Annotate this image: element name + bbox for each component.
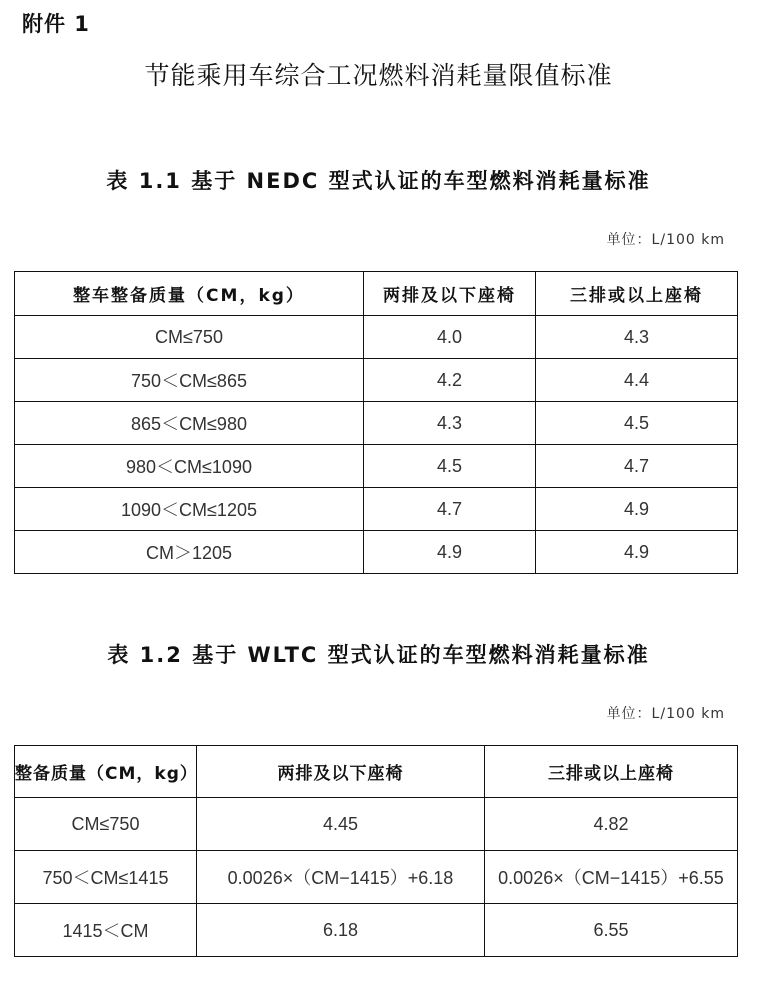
- cell-mass: 1415＜CM: [15, 904, 197, 957]
- table-row: [15, 488, 738, 531]
- cell-three-rows: 4.82: [485, 798, 738, 851]
- table-row: [15, 359, 738, 402]
- table-row: [15, 851, 738, 904]
- table-row: [15, 798, 738, 851]
- cell-three-rows: 4.4: [536, 359, 738, 402]
- header-three-rows: 三排或以上座椅: [485, 746, 738, 798]
- table-row: [15, 316, 738, 359]
- header-two-rows: 两排及以下座椅: [364, 272, 536, 316]
- header-two-rows: 两排及以下座椅: [197, 746, 485, 798]
- wltc-standard-table: [14, 745, 738, 957]
- table-row: [15, 445, 738, 488]
- table1-unit: 单位：L/100 km: [606, 232, 725, 248]
- table-header-row: [15, 746, 738, 798]
- cell-mass: CM＞1205: [15, 531, 364, 574]
- table-row: [15, 904, 738, 957]
- cell-three-rows: 0.0026×（CM−1415）+6.55: [485, 851, 738, 904]
- cell-mass: 1090＜CM≤1205: [15, 488, 364, 531]
- table1-title: 表 1.1 基于 NEDC 型式认证的车型燃料消耗量标准: [106, 169, 651, 193]
- cell-three-rows: 4.3: [536, 316, 738, 359]
- cell-two-rows: 4.0: [364, 316, 536, 359]
- cell-mass: 750＜CM≤1415: [15, 851, 197, 904]
- table2-unit: 单位：L/100 km: [606, 706, 725, 722]
- cell-three-rows: 4.9: [536, 531, 738, 574]
- table-header-row: [15, 272, 738, 316]
- header-mass: 整备质量（CM，kg）: [15, 746, 197, 798]
- header-mass: 整车整备质量（CM，kg）: [15, 272, 364, 316]
- cell-mass: CM≤750: [15, 798, 197, 851]
- attachment-label: 附件 1: [22, 12, 90, 36]
- cell-mass: 865＜CM≤980: [15, 402, 364, 445]
- cell-two-rows: 0.0026×（CM−1415）+6.18: [197, 851, 485, 904]
- nedc-standard-table: [14, 271, 738, 574]
- cell-two-rows: 4.45: [197, 798, 485, 851]
- cell-three-rows: 4.5: [536, 402, 738, 445]
- cell-mass: CM≤750: [15, 316, 364, 359]
- cell-mass: 750＜CM≤865: [15, 359, 364, 402]
- cell-two-rows: 4.3: [364, 402, 536, 445]
- cell-two-rows: 4.2: [364, 359, 536, 402]
- table-row: [15, 402, 738, 445]
- table2-title: 表 1.2 基于 WLTC 型式认证的车型燃料消耗量标准: [107, 643, 650, 667]
- cell-three-rows: 4.7: [536, 445, 738, 488]
- document-title: 节能乘用车综合工况燃料消耗量限值标准: [144, 61, 613, 90]
- cell-two-rows: 4.5: [364, 445, 536, 488]
- cell-three-rows: 4.9: [536, 488, 738, 531]
- header-three-rows: 三排或以上座椅: [536, 272, 738, 316]
- cell-two-rows: 6.18: [197, 904, 485, 957]
- table-row: [15, 531, 738, 574]
- cell-two-rows: 4.7: [364, 488, 536, 531]
- cell-mass: 980＜CM≤1090: [15, 445, 364, 488]
- cell-three-rows: 6.55: [485, 904, 738, 957]
- cell-two-rows: 4.9: [364, 531, 536, 574]
